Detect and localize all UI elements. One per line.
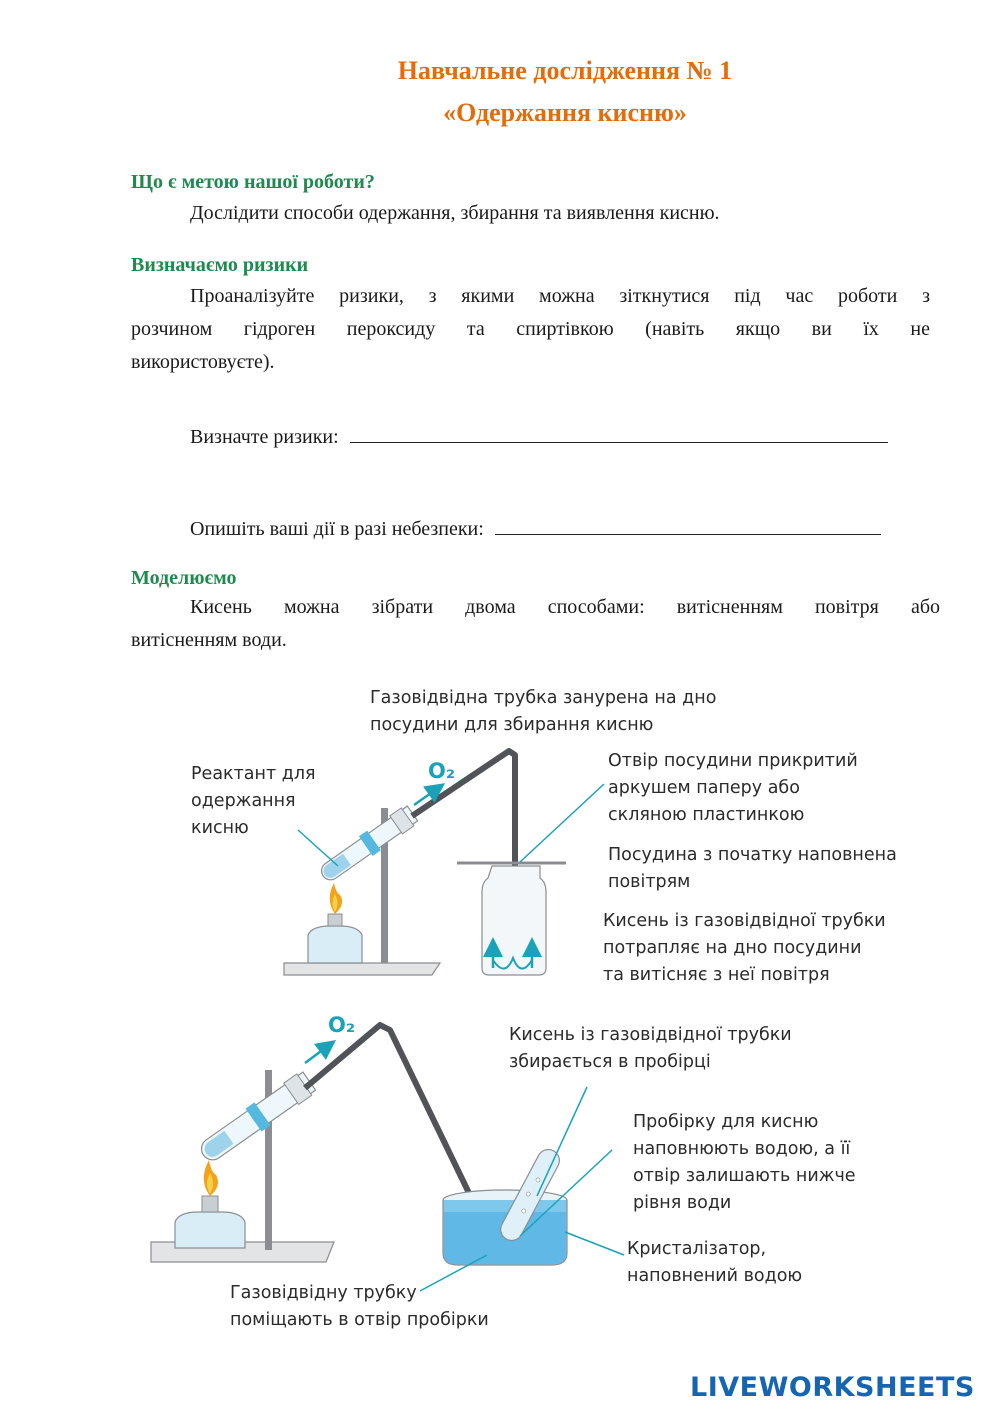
- page-title-line2: «Одержання кисню»: [443, 98, 687, 127]
- risks-field-label: Визначте ризики:: [190, 426, 339, 448]
- model-text-line2: витісненням води.: [131, 629, 287, 651]
- risks-text-line1: Проаналізуйте ризики, з якими можна зіткнутися під час роботи з: [190, 285, 930, 307]
- label-crystallizer: Кристалізатор, наповнений водою: [627, 1239, 803, 1286]
- label-air-filled: Посудина з початку наповнена повітрям: [608, 845, 897, 892]
- o2-label-1: O₂: [428, 759, 456, 783]
- model-text-line1: Кисень можна зібрати двома способами: витісненням повітря або: [190, 596, 940, 618]
- risks-text-line2: розчином гідроген пероксиду та спиртівкою (навіть якщо ви їх не: [131, 318, 930, 340]
- goal-heading: Що є метою нашої роботи?: [131, 171, 375, 193]
- model-heading: Моделюємо: [131, 567, 237, 589]
- label-fill-water: Пробірку для кисню наповнюють водою, а її отвір залишають нижче рівня води: [633, 1112, 856, 1213]
- o2-label-2: O₂: [328, 1013, 356, 1037]
- label-oxygen-displaces: Кисень із газовідвідної трубки потрапляє на дно посудини та витісняє з неї повітря: [603, 911, 886, 985]
- stand-base-1: [284, 963, 440, 975]
- label-tube-placement: Газовідвідну трубку поміщають в отвір пробірки: [230, 1283, 489, 1330]
- liveworksheets-logo: LIVEWORKSHEETS: [690, 1372, 975, 1403]
- label-tube-submerged: Газовідвідна трубка занурена на дно посудини для збирання кисню: [370, 688, 717, 735]
- spirit-burner-2: [175, 1212, 245, 1248]
- goal-text: Дослідити способи одержання, збирання та виявлення кисню.: [190, 202, 720, 224]
- label-oxygen-collects: Кисень із газовідвідної трубки збирається в пробірці: [509, 1025, 792, 1072]
- risks-text-line3: використовуєте).: [131, 351, 275, 373]
- risks-heading: Визначаємо ризики: [131, 254, 309, 276]
- label-reactant: Реактант для одержання кисню: [191, 764, 316, 838]
- diagram1-apparatus: [284, 751, 604, 975]
- label-cover: Отвір посудини прикритий аркушем паперу або скляною пластинкою: [608, 751, 858, 825]
- page-title-line1: Навчальне дослідження № 1: [397, 56, 733, 85]
- danger-field-label: Опишіть ваші дії в разі небезпеки:: [190, 518, 484, 540]
- spirit-burner-1: [308, 926, 362, 963]
